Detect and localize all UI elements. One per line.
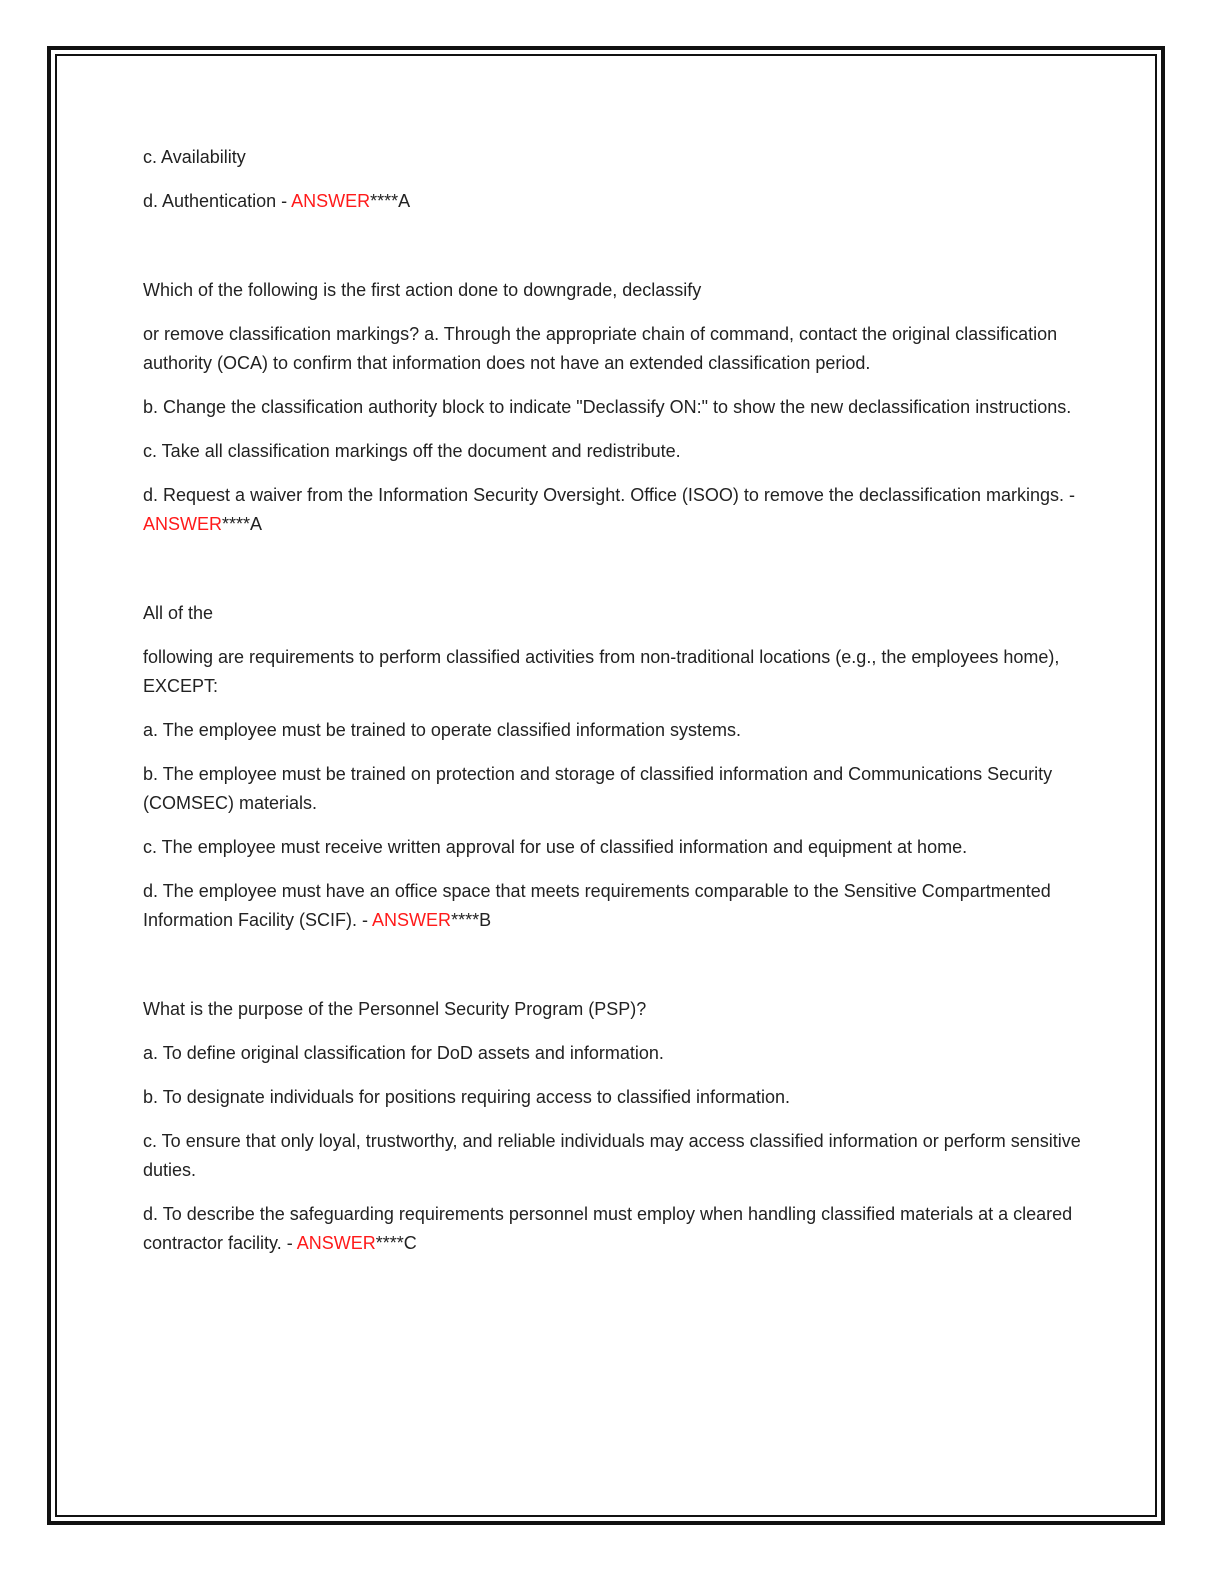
question-block <box>143 599 1083 935</box>
document-content <box>143 143 1083 1273</box>
block-spacer <box>143 554 1083 599</box>
question-text: following are requirements to perform classified activities from non-traditional locations (e.g., the employees home), EXCEPT: <box>143 647 1060 696</box>
question-block <box>143 143 1083 216</box>
question-block <box>143 995 1083 1258</box>
answer-label: ANSWER <box>296 1233 376 1253</box>
answer-label: ANSWER <box>291 191 371 211</box>
option-text: a. To define original classification for DoD assets and information. <box>143 1043 664 1063</box>
option-text: c. Availability <box>143 147 246 167</box>
option-text: b. Change the classification authority block to indicate "Declassify ON:" to show the new declassification instructions. <box>143 397 1072 417</box>
option-text: a. The employee must be trained to operate classified information systems. <box>143 720 741 740</box>
answer-value: ****A <box>222 514 263 534</box>
answer-label: ANSWER <box>372 910 452 930</box>
option-text: c. Take all classification markings off the document and redistribute. <box>143 441 681 461</box>
option-text: c. To ensure that only loyal, trustworthy, and reliable individuals may access classified information or perform sensitive duties. <box>143 1131 1081 1180</box>
answer-value: ****C <box>375 1233 417 1253</box>
answer-option: d. Request a waiver from the Information Security Oversight. Office (ISOO) to remove the declassification markings. - ANSWER****A <box>143 485 1076 534</box>
option-text: b. The employee must be trained on protection and storage of classified information and Communications Security (COMSEC) materials. <box>143 764 1053 813</box>
answer-value: ****A <box>370 191 411 211</box>
answer-label: ANSWER <box>143 514 223 534</box>
answer-option: d. Authentication - ANSWER****A <box>143 191 411 211</box>
question-text: All of the <box>143 603 214 623</box>
answer-option: d. The employee must have an office space that meets requirements comparable to the Sensitive Compartmented Information Facility (SCIF). - ANSWER****B <box>143 881 1051 930</box>
block-spacer <box>143 231 1083 276</box>
option-text: b. To designate individuals for positions requiring access to classified information. <box>143 1087 791 1107</box>
option-text: or remove classification markings? a. Through the appropriate chain of command, contact the original classification authority (OCA) to confirm that information does not have an extended classification period. <box>143 324 1058 373</box>
question-text: Which of the following is the first action done to downgrade, declassify <box>143 280 702 300</box>
question-block <box>143 276 1083 539</box>
question-text: What is the purpose of the Personnel Security Program (PSP)? <box>143 999 647 1019</box>
option-text: c. The employee must receive written approval for use of classified information and equipment at home. <box>143 837 968 857</box>
block-spacer <box>143 950 1083 995</box>
answer-value: ****B <box>451 910 492 930</box>
answer-option: d. To describe the safeguarding requirements personnel must employ when handling classified materials at a cleared contractor facility. - ANSWER****C <box>143 1204 1073 1253</box>
